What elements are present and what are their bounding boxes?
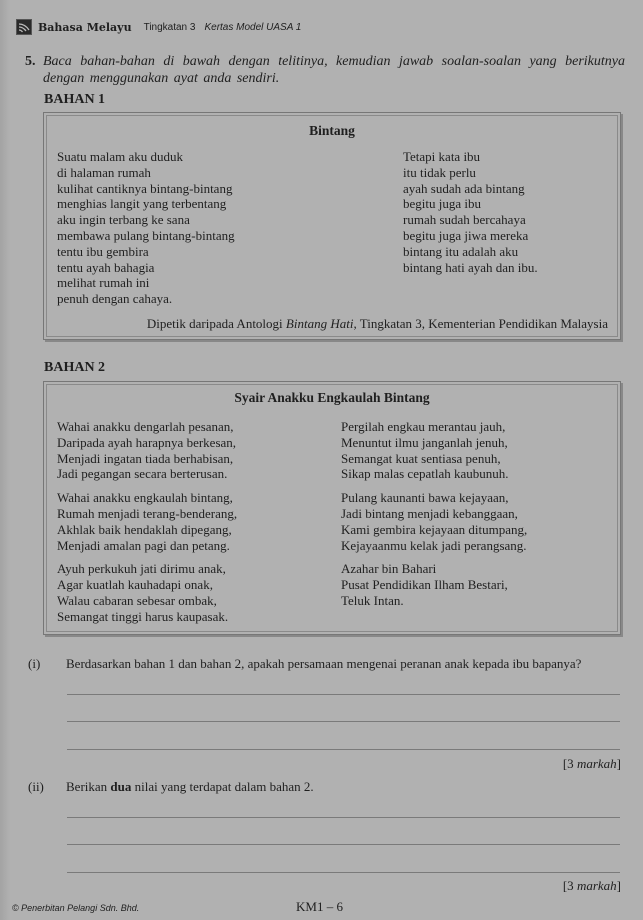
marks-bracket: ] bbox=[616, 878, 621, 893]
answer-line[interactable] bbox=[67, 872, 620, 873]
poem-line: menghias langit yang terbentang bbox=[57, 196, 227, 212]
syair-line: Ayuh perkukuh jati dirimu anak, bbox=[57, 561, 226, 577]
bahan1-left-column bbox=[57, 149, 235, 307]
poem-line: begitu juga ibu bbox=[403, 196, 481, 212]
syair-line: Akhlak baik hendaklah dipegang, bbox=[57, 521, 232, 537]
publisher-logo-icon bbox=[16, 19, 32, 35]
sub-question-text-bold: dua bbox=[110, 779, 132, 794]
syair-line: Wahai anakku engkaulah bintang, bbox=[57, 490, 233, 506]
source-prefix: Dipetik daripada Antologi bbox=[146, 316, 286, 331]
syair-line: Daripada ayah harapnya berkesan, bbox=[57, 434, 237, 450]
syair-line: Agar kuatlah kauhadapi onak, bbox=[57, 577, 213, 593]
marks-number: [3 bbox=[562, 756, 577, 771]
poem-line: tentu ayah bahagia bbox=[57, 259, 155, 275]
syair-line: Semangat kuat sentiasa penuh, bbox=[341, 450, 501, 466]
bahan2-box bbox=[43, 381, 621, 635]
bahan2-label: BAHAN 2 bbox=[44, 360, 106, 375]
marks-word: markah bbox=[576, 878, 617, 893]
sub-question-text-before: Berikan bbox=[66, 779, 111, 794]
syair-line: Menuntut ilmu janganlah jenuh, bbox=[341, 434, 508, 450]
page-code: KM1 – 6 bbox=[296, 899, 343, 914]
poem-line: bintang hati ayah dan ibu. bbox=[403, 259, 538, 275]
poem-line: begitu juga jiwa mereka bbox=[403, 227, 529, 243]
syair-line: Jadi bintang menjadi kebanggaan, bbox=[341, 505, 518, 521]
sub-question-number: (ii) bbox=[28, 779, 44, 794]
answer-line[interactable] bbox=[67, 844, 620, 845]
bahan1-source bbox=[147, 316, 608, 332]
page-header bbox=[16, 18, 301, 36]
syair-line: Pergilah engkau merantau jauh, bbox=[341, 419, 506, 434]
sub-question-number: (i) bbox=[28, 656, 41, 671]
marks-label bbox=[563, 878, 621, 894]
publisher-copyright: © Penerbitan Pelangi Sdn. Bhd. bbox=[12, 903, 140, 913]
syair-line: Rumah menjadi terang-benderang, bbox=[57, 505, 238, 521]
page-edge-shadow bbox=[0, 0, 10, 920]
syair-author bbox=[341, 561, 527, 608]
poem-line: itu tidak perlu bbox=[403, 164, 476, 180]
answer-line[interactable] bbox=[67, 817, 620, 818]
author-location: Teluk Intan. bbox=[341, 592, 404, 608]
poem-line: penuh dengan cahaya. bbox=[57, 291, 173, 307]
syair-stanza bbox=[57, 419, 237, 482]
level-label: Tingkatan 3 bbox=[143, 21, 196, 33]
sub-question-text-after: nilai yang terdapat dalam bahan 2. bbox=[131, 779, 314, 794]
answer-line[interactable] bbox=[67, 749, 620, 750]
poem-line: melihat rumah ini bbox=[57, 275, 150, 291]
bahan2-right-column bbox=[341, 419, 527, 617]
sub-question-1 bbox=[28, 656, 581, 672]
marks-number: [3 bbox=[562, 878, 577, 893]
question-instruction: Baca bahan-bahan di bawah dengan telitinya, kemudian jawab soalan-soalan yang berikutnya dengan menggunakan ayat anda sendiri. bbox=[43, 54, 625, 86]
bahan1-box bbox=[43, 112, 621, 340]
subject-title: Bahasa Melayu bbox=[38, 20, 132, 34]
syair-line: Jadi pegangan secara berterusan. bbox=[57, 466, 228, 482]
syair-line: Sikap malas cepatlah kaubunuh. bbox=[341, 466, 509, 482]
syair-line: Kami gembira kejayaan ditumpang, bbox=[341, 521, 528, 537]
bahan2-title: Syair Anakku Engkaulah Bintang bbox=[234, 390, 430, 405]
question-intro bbox=[25, 53, 625, 87]
answer-line[interactable] bbox=[67, 721, 620, 722]
marks-bracket: ] bbox=[616, 756, 621, 771]
poem-line: Tetapi kata ibu bbox=[403, 149, 481, 164]
marks-word: markah bbox=[576, 756, 617, 771]
source-suffix: , Tingkatan 3, Kementerian Pendidikan Malaysia bbox=[353, 316, 608, 331]
paper-label: Kertas Model UASA 1 bbox=[204, 21, 302, 33]
author-institution: Pusat Pendidikan Ilham Bestari, bbox=[341, 577, 508, 593]
syair-line: Kejayaanmu kelak jadi perangsang. bbox=[341, 537, 527, 553]
syair-stanza bbox=[341, 419, 527, 482]
poem-line: ayah sudah ada bintang bbox=[403, 180, 525, 196]
poem-line: tentu ibu gembira bbox=[57, 243, 149, 259]
syair-line: Menjadi ingatan tiada berhabisan, bbox=[57, 450, 234, 466]
syair-line: Semangat tinggi harus kaupasak. bbox=[57, 608, 229, 624]
question-number: 5. bbox=[25, 54, 36, 69]
poem-line: kulihat cantiknya bintang-bintang bbox=[57, 180, 233, 196]
answer-line[interactable] bbox=[67, 694, 620, 695]
syair-line: Wahai anakku dengarlah pesanan, bbox=[57, 419, 234, 434]
syair-line: Pulang kaunanti bawa kejayaan, bbox=[341, 490, 509, 506]
sub-question-2 bbox=[28, 779, 314, 795]
poem-line: rumah sudah bercahaya bbox=[403, 212, 526, 228]
marks-label bbox=[563, 756, 621, 772]
syair-stanza bbox=[57, 490, 237, 553]
author-name: Azahar bin Bahari bbox=[341, 561, 437, 577]
syair-line: Walau cabaran sebesar ombak, bbox=[57, 592, 217, 608]
bahan1-label: BAHAN 1 bbox=[44, 92, 106, 107]
poem-line: Suatu malam aku duduk bbox=[57, 149, 184, 164]
syair-stanza bbox=[341, 490, 527, 553]
poem-line: aku ingin terbang ke sana bbox=[57, 212, 190, 228]
poem-line: di halaman rumah bbox=[57, 164, 151, 180]
bahan1-title: Bintang bbox=[309, 123, 355, 138]
poem-line: membawa pulang bintang-bintang bbox=[57, 227, 235, 243]
bahan2-left-column bbox=[57, 419, 237, 633]
syair-line: Menjadi amalan pagi dan petang. bbox=[57, 537, 230, 553]
poem-line: bintang itu adalah aku bbox=[403, 243, 519, 259]
bahan1-right-column bbox=[403, 149, 538, 275]
source-title: Bintang Hati bbox=[285, 316, 354, 331]
syair-stanza bbox=[57, 561, 237, 624]
sub-question-text: Berdasarkan bahan 1 dan bahan 2, apakah persamaan mengenai peranan anak kepada ibu bapanya? bbox=[66, 656, 582, 671]
